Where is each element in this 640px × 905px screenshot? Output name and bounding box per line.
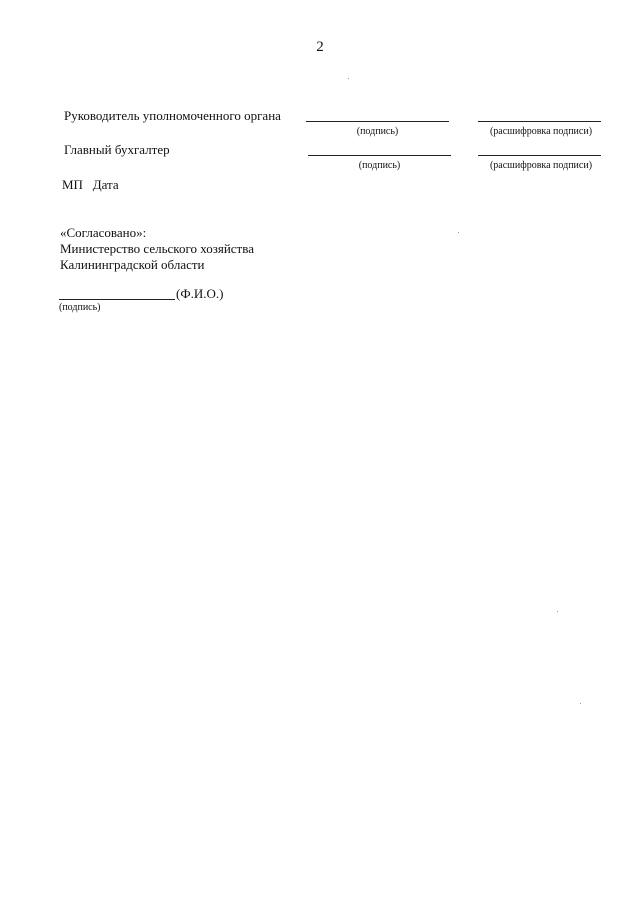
accountant-signature-caption: (подпись) <box>358 160 401 171</box>
chief-accountant-label: Главный бухгалтер <box>64 142 170 157</box>
page-number: 2 <box>316 39 324 55</box>
head-decoding-caption: (расшифровка подписи) <box>489 126 593 137</box>
accountant-decoding-caption: (расшифровка подписи) <box>489 160 593 171</box>
approval-signature-caption: (подпись) <box>59 302 101 313</box>
scan-speck <box>348 78 349 79</box>
scan-speck <box>580 703 581 704</box>
approval-heading: «Согласовано»: <box>60 225 147 240</box>
approval-name-placeholder: (Ф.И.О.) <box>176 286 224 301</box>
head-signature-line <box>306 121 449 122</box>
approval-org-line-2: Калининградской области <box>60 257 205 272</box>
accountant-decoding-line <box>478 155 601 156</box>
approval-signature-line <box>59 299 175 300</box>
accountant-signature-line <box>308 155 451 156</box>
scan-speck <box>557 611 558 612</box>
head-of-authority-label: Руководитель уполномоченного органа <box>64 108 281 123</box>
stamp-date-label: МП Дата <box>62 177 119 192</box>
head-signature-caption: (подпись) <box>356 126 399 137</box>
scan-speck <box>458 232 459 233</box>
approval-org-line-1: Министерство сельского хозяйства <box>60 241 254 256</box>
head-decoding-line <box>478 121 601 122</box>
